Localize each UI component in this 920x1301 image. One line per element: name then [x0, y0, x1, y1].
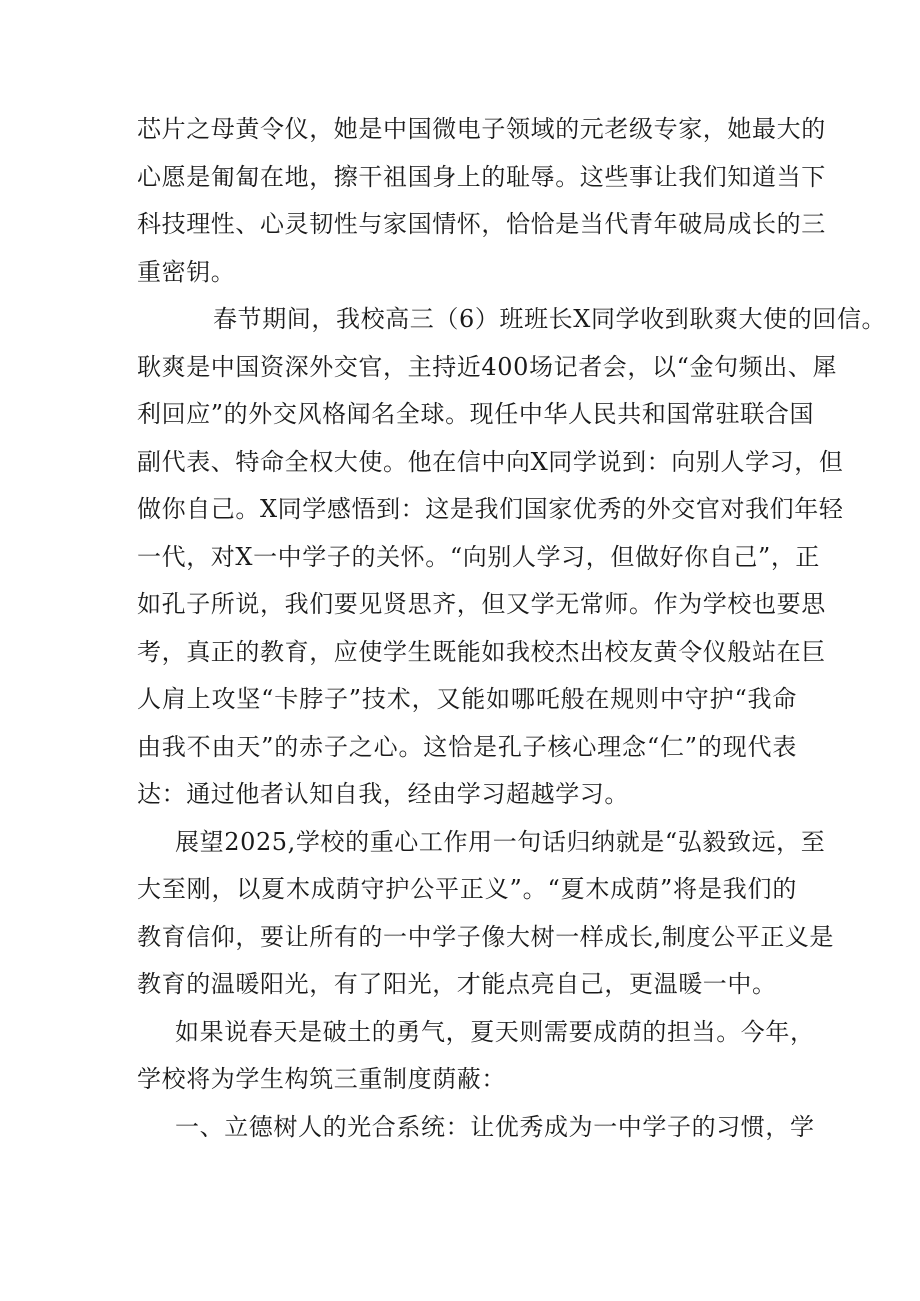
- text-line: 人肩上攻坚“卡脖子”技术，又能如哪吒般在规则中守护“我命: [137, 685, 797, 713]
- text-line: 教育的温暖阳光，有了阳光，才能点亮自己，更温暖一中。: [137, 970, 777, 998]
- paragraph-2: [137, 296, 887, 819]
- text-line: 一、立德树人的光合系统：让优秀成为一中学子的习惯，学: [175, 1112, 815, 1141]
- text-line: 一代，对X一中学子的关怀。“向别人学习，但做好你自己”，正: [137, 542, 821, 571]
- text-line: 做你自己。X同学感悟到：这是我们国家优秀的外交官对我们年轻: [137, 495, 844, 523]
- text-line: 科技理性、心灵韧性与家国情怀，恰恰是当代青年破局成长的三: [137, 210, 826, 238]
- paragraph-4: [137, 1009, 815, 1104]
- document-body: [137, 106, 887, 1151]
- text-line: 重密钥。: [137, 257, 236, 286]
- paragraph-1: [137, 106, 826, 296]
- text-line: 由我不由天”的赤子之心。这恰是孔子核心理念“仁”的现代表: [137, 732, 797, 761]
- text-line: 大至刚，以夏木成荫守护公平正义”。“夏木成荫”将是我们的: [137, 875, 797, 903]
- paragraph-5: [137, 1104, 815, 1152]
- text-line: 教育信仰，要让所有的一中学子像大树一样成长,制度公平正义是: [137, 922, 835, 951]
- text-line: 春节期间，我校高三（6）班班长X同学收到耿爽大使的回信。: [213, 305, 887, 333]
- text-line: 学校将为学生构筑三重制度荫蔽：: [137, 1065, 506, 1093]
- text-line: 心愿是匍匐在地，擦干祖国身上的耻辱。这些事让我们知道当下: [137, 162, 826, 191]
- text-line: 如果说春天是破土的勇气，夏天则需要成荫的担当。今年，: [175, 1017, 815, 1046]
- text-line: 考，真正的教育，应使学生既能如我校杰出校友黄令仪般站在巨: [137, 637, 826, 666]
- text-line: 达：通过他者认知自我，经由学习超越学习。: [137, 780, 629, 808]
- text-line: 利回应”的外交风格闻名全球。现任中华人民共和国常驻联合国: [137, 400, 815, 428]
- text-line: 耿爽是中国资深外交官，主持近400场记者会，以“金句频出、犀: [137, 352, 838, 381]
- text-line: 芯片之母黄令仪，她是中国微电子领域的元老级专家，她最大的: [137, 115, 826, 143]
- text-line: 副代表、特命全权大使。他在信中向X同学说到：向别人学习，但: [137, 447, 844, 476]
- paragraph-3: [137, 819, 835, 1009]
- text-line: 如孔子所说，我们要见贤思齐，但又学无常师。作为学校也要思: [137, 590, 826, 618]
- text-line: 展望2025,学校的重心工作用一句话归纳就是“弘毅致远，至: [175, 827, 826, 856]
